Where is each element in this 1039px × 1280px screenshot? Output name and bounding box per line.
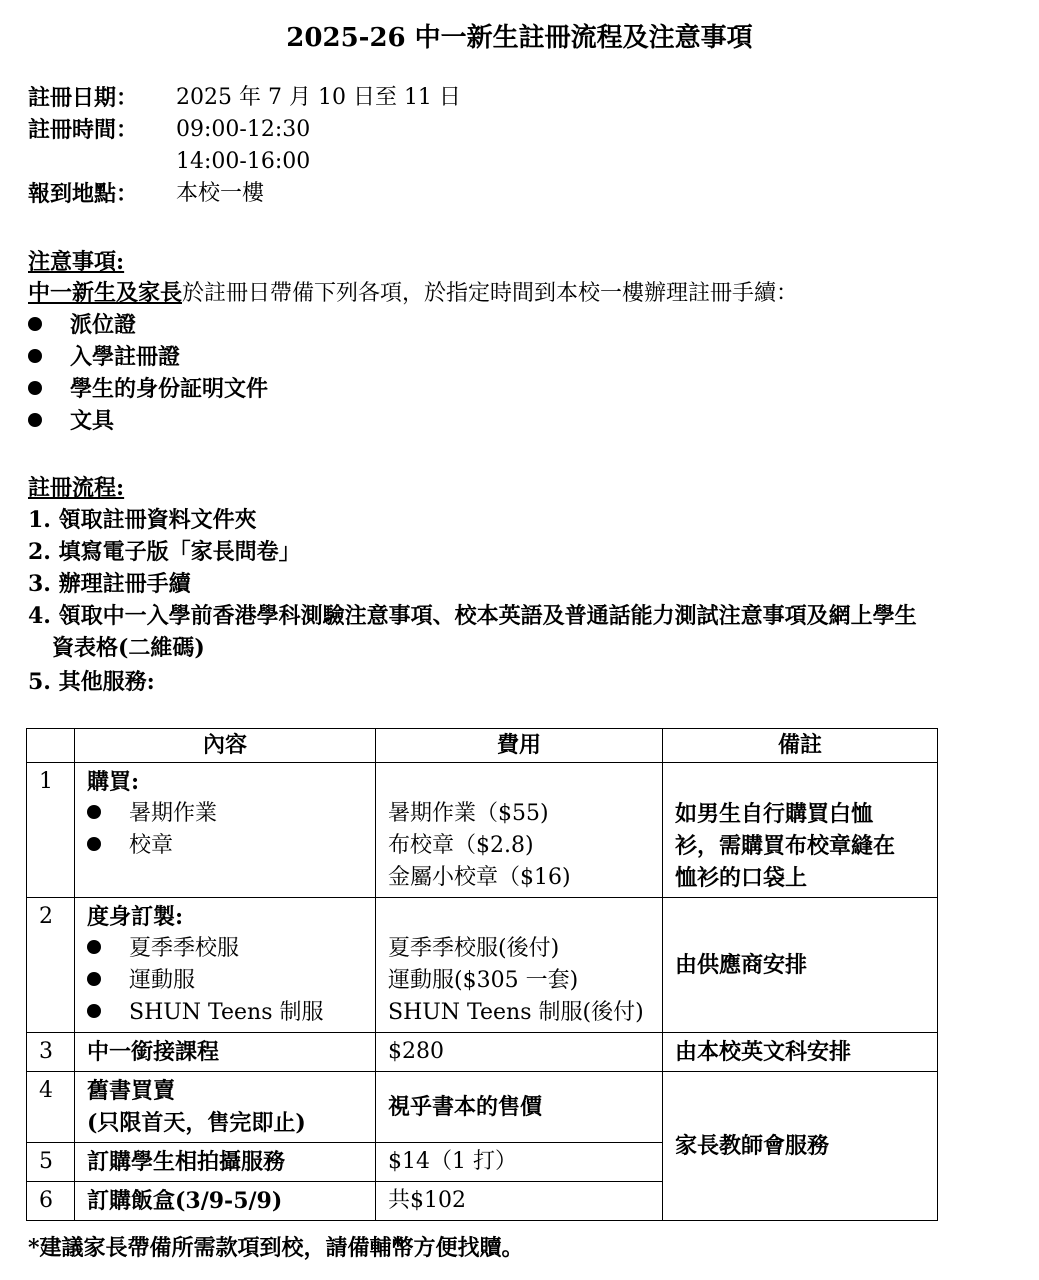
bullet-icon (87, 805, 101, 819)
row-num: 5 (27, 1143, 75, 1182)
row-fee: 共$102 (376, 1182, 663, 1221)
row-content (75, 898, 376, 1033)
row-sub-item: 夏季季校服 (87, 933, 367, 965)
bullet-icon (87, 1004, 101, 1018)
row-num: 4 (27, 1072, 75, 1143)
list-item: 入學註冊證 (28, 341, 180, 373)
bullet-icon (28, 349, 42, 363)
page-title: 2025-26 中一新生註冊流程及注意事項 (286, 23, 753, 53)
bullet-icon (87, 972, 101, 986)
notes-intro (28, 277, 798, 310)
table-header-row (27, 729, 938, 763)
row-num: 3 (27, 1033, 75, 1072)
row-sub-item: 運動服 (87, 965, 367, 997)
notes-heading: 注意事項: (28, 249, 125, 275)
date-value: 2025 年 7 月 10 日至 11 日 (176, 85, 461, 110)
table-row (27, 763, 938, 898)
row-num: 6 (27, 1182, 75, 1221)
header-num (27, 729, 75, 763)
header-fee: 費用 (376, 729, 663, 763)
row-remark: 家長教師會服務 (663, 1072, 938, 1221)
process-step: 3. 辦理註冊手續 (28, 571, 191, 597)
list-item: 學生的身份証明文件 (28, 373, 268, 405)
place-label: 報到地點： (28, 181, 139, 207)
row-sub-item: 校章 (87, 830, 367, 862)
bullet-icon (28, 317, 42, 331)
notes-intro-rest: 於註冊日帶備下列各項，於指定時間到本校一樓辦理註冊手續： (182, 281, 799, 306)
row-content: 舊書買賣 (只限首天，售完即止) (75, 1072, 376, 1143)
row-title: 度身訂製: (87, 904, 184, 930)
list-item: 文具 (28, 405, 114, 437)
place-value: 本校一樓 (176, 181, 265, 206)
row-title: 購買: (87, 769, 140, 795)
process-step-continued: 資表格(二維碼) (52, 635, 205, 661)
table-row (27, 1072, 938, 1143)
row-content (75, 763, 376, 898)
notes-intro-bold: 中一新生及家長 (28, 280, 183, 306)
row-sub-item: SHUN Teens 制服 (87, 997, 367, 1029)
process-heading: 註冊流程: (28, 475, 125, 501)
footer-note: *建議家長帶備所需款項到校，請備輔幣方便找贖。 (28, 1235, 524, 1261)
process-step: 4. 領取中一入學前香港學科測驗注意事項、校本英語及普通話能力測試注意事項及網上學生 (28, 603, 917, 629)
row-num: 1 (27, 763, 75, 898)
row-fee: 視乎書本的售價 (376, 1072, 663, 1143)
row-num: 2 (27, 898, 75, 1033)
row-content: 訂購飯盒(3/9-5/9) (75, 1182, 376, 1221)
time-value-2: 14:00-16:00 (176, 149, 311, 174)
time-value-1: 09:00-12:30 (176, 117, 311, 142)
bullet-icon (28, 381, 42, 395)
header-content: 內容 (75, 729, 376, 763)
row-remark: 由供應商安排 (663, 898, 938, 1033)
time-label: 註冊時間： (28, 117, 139, 143)
row-remark: 由本校英文科安排 (663, 1033, 938, 1072)
date-label: 註冊日期： (28, 85, 139, 111)
row-content: 中一銜接課程 (75, 1033, 376, 1072)
table-row (27, 1033, 938, 1072)
bullet-icon (28, 413, 42, 427)
table-row (27, 898, 938, 1033)
bullet-icon (87, 837, 101, 851)
row-fee: $280 (376, 1033, 663, 1072)
row-sub-item: 暑期作業 (87, 798, 367, 830)
row-fee: 暑期作業（$55) 布校章（$2.8) 金屬小校章（$16) (376, 763, 663, 898)
header-remark: 備註 (663, 729, 938, 763)
process-step: 2. 填寫電子版「家長問卷」 (28, 539, 301, 565)
row-fee: $14（1 打） (376, 1143, 663, 1182)
list-item: 派位證 (28, 309, 136, 341)
bullet-icon (87, 940, 101, 954)
row-content: 訂購學生相拍攝服務 (75, 1143, 376, 1182)
fees-table (26, 728, 938, 1221)
row-remark: 如男生自行購買白恤 衫，需購買布校章縫在 恤衫的口袋上 (663, 763, 938, 898)
process-step: 5. 其他服務: (28, 669, 155, 695)
process-step: 1. 領取註冊資料文件夾 (28, 507, 257, 533)
row-fee: 夏季季校服(後付) 運動服($305 一套) SHUN Teens 制服(後付) (376, 898, 663, 1033)
